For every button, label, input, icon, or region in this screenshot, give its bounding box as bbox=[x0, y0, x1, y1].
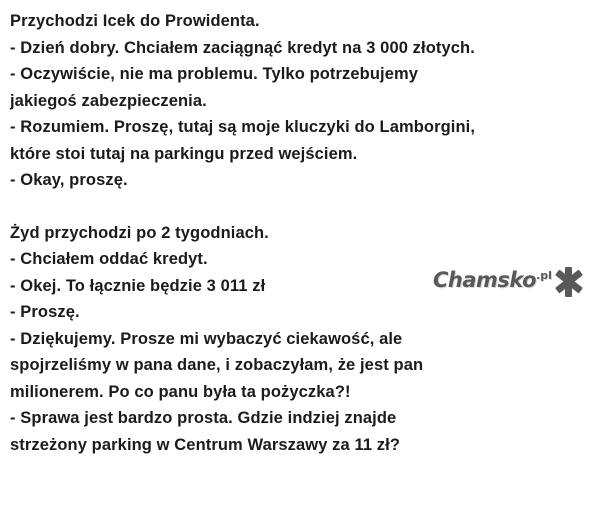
joke-line: spojrzeliśmy w pana dane, i zobaczyłam, że jest pan bbox=[10, 356, 424, 374]
joke-line: - Dziękujemy. Prosze mi wybaczyć ciekawość, ale bbox=[10, 329, 403, 348]
joke-line: - Oczywiście, nie ma problemu. Tylko potrzebujemy bbox=[10, 65, 419, 83]
joke-line: - Rozumiem. Proszę, tutaj są moje kluczyki do Lamborgini, bbox=[10, 118, 476, 136]
watermark-name: Chamsko bbox=[433, 268, 537, 292]
joke-line: Żyd przychodzi po 2 tygodniach. bbox=[10, 223, 269, 242]
joke-line: które stoi tutaj na parkingu przed wejściem. bbox=[10, 144, 358, 163]
joke-line: - Dzień dobry. Chciałem zaciągnąć kredyt na 3 000 złotych. bbox=[10, 38, 475, 57]
joke-line: - Proszę. bbox=[10, 303, 80, 321]
joke-line: - Chciałem oddać kredyt. bbox=[10, 250, 208, 268]
watermark-suffix: .pl bbox=[536, 269, 552, 282]
joke-line: - Okej. To łącznie będzie 3 011 zł bbox=[10, 276, 266, 295]
joke-line: - Okay, proszę. bbox=[10, 171, 128, 189]
paragraph-gap bbox=[10, 194, 590, 220]
joke-block-first bbox=[10, 8, 590, 194]
joke-line: milionerem. Po co panu była ta pożyczka?! bbox=[10, 382, 351, 401]
joke-line: strzeżony parking w Centrum Warszawy za 11 zł? bbox=[10, 435, 401, 454]
joke-line: Przychodzi Icek do Prowidenta. bbox=[10, 12, 260, 30]
joke-block-second bbox=[10, 220, 590, 459]
joke-line: - Sprawa jest bardzo prosta. Gdzie indziej znajde bbox=[10, 409, 397, 427]
joke-line: jakiegoś zabezpieczenia. bbox=[10, 91, 207, 110]
